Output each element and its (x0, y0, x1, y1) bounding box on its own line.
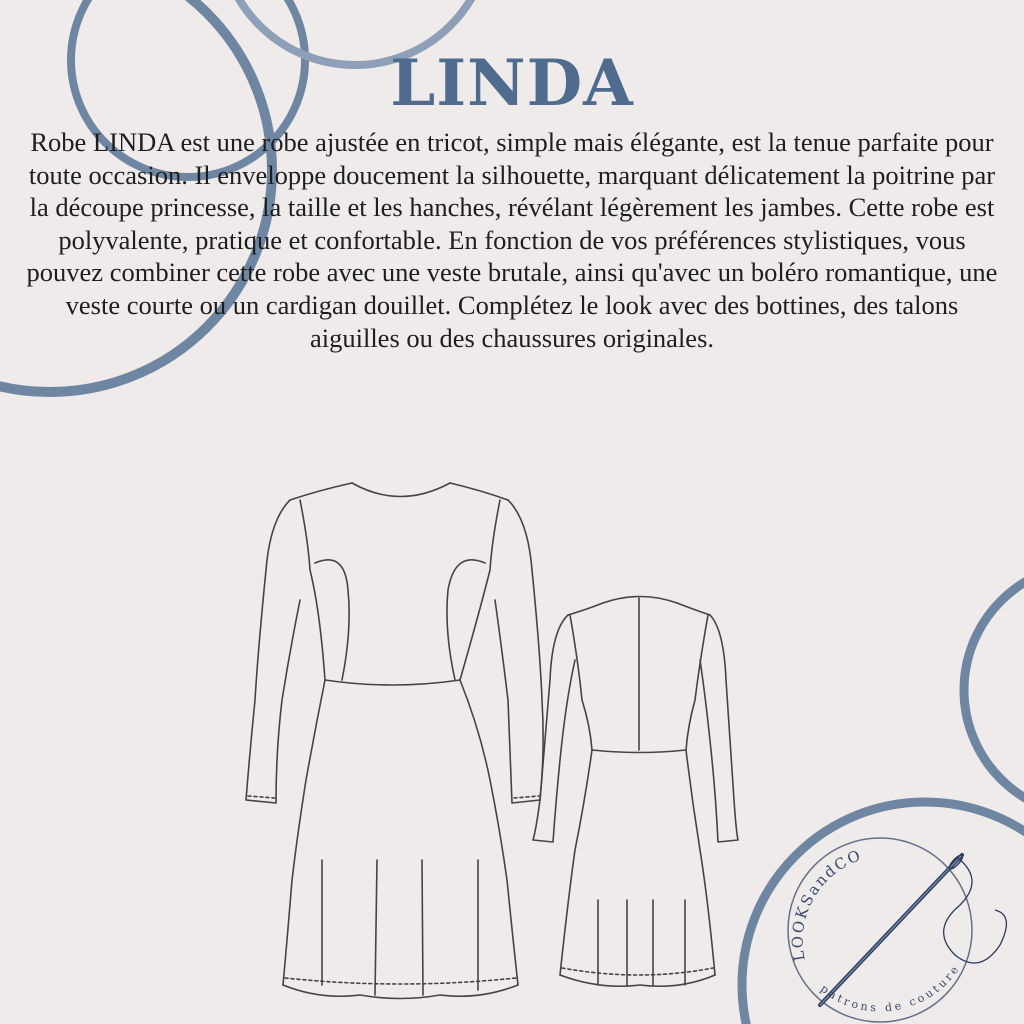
needle-icon (820, 853, 1006, 1005)
page-title: LINDA (390, 46, 634, 121)
description: Robe LINDA est une robe ajustée en tricot, simple mais élégante, est la tenue parfaite pour toute occasion. Il enveloppe doucement la silhouette, marquant délicatement la poitrine par la découpe princesse, la taille et les hanches, révélant légèrement les jambes. Cette robe est polyvalente, pratique et confortable. En fonction de vos préférences stylistiques, vous pouvez combiner cette robe avec une veste brutale, ainsi qu'avec un boléro romantique, une veste courte ou un cardigan douillet. Complétez le look avec des bottines, des talons aiguilles ou des chaussures originales. (26, 127, 998, 353)
logo-tagline: patrons de couture (818, 961, 963, 1015)
logo-brand: LOOKSandCO (788, 845, 865, 963)
